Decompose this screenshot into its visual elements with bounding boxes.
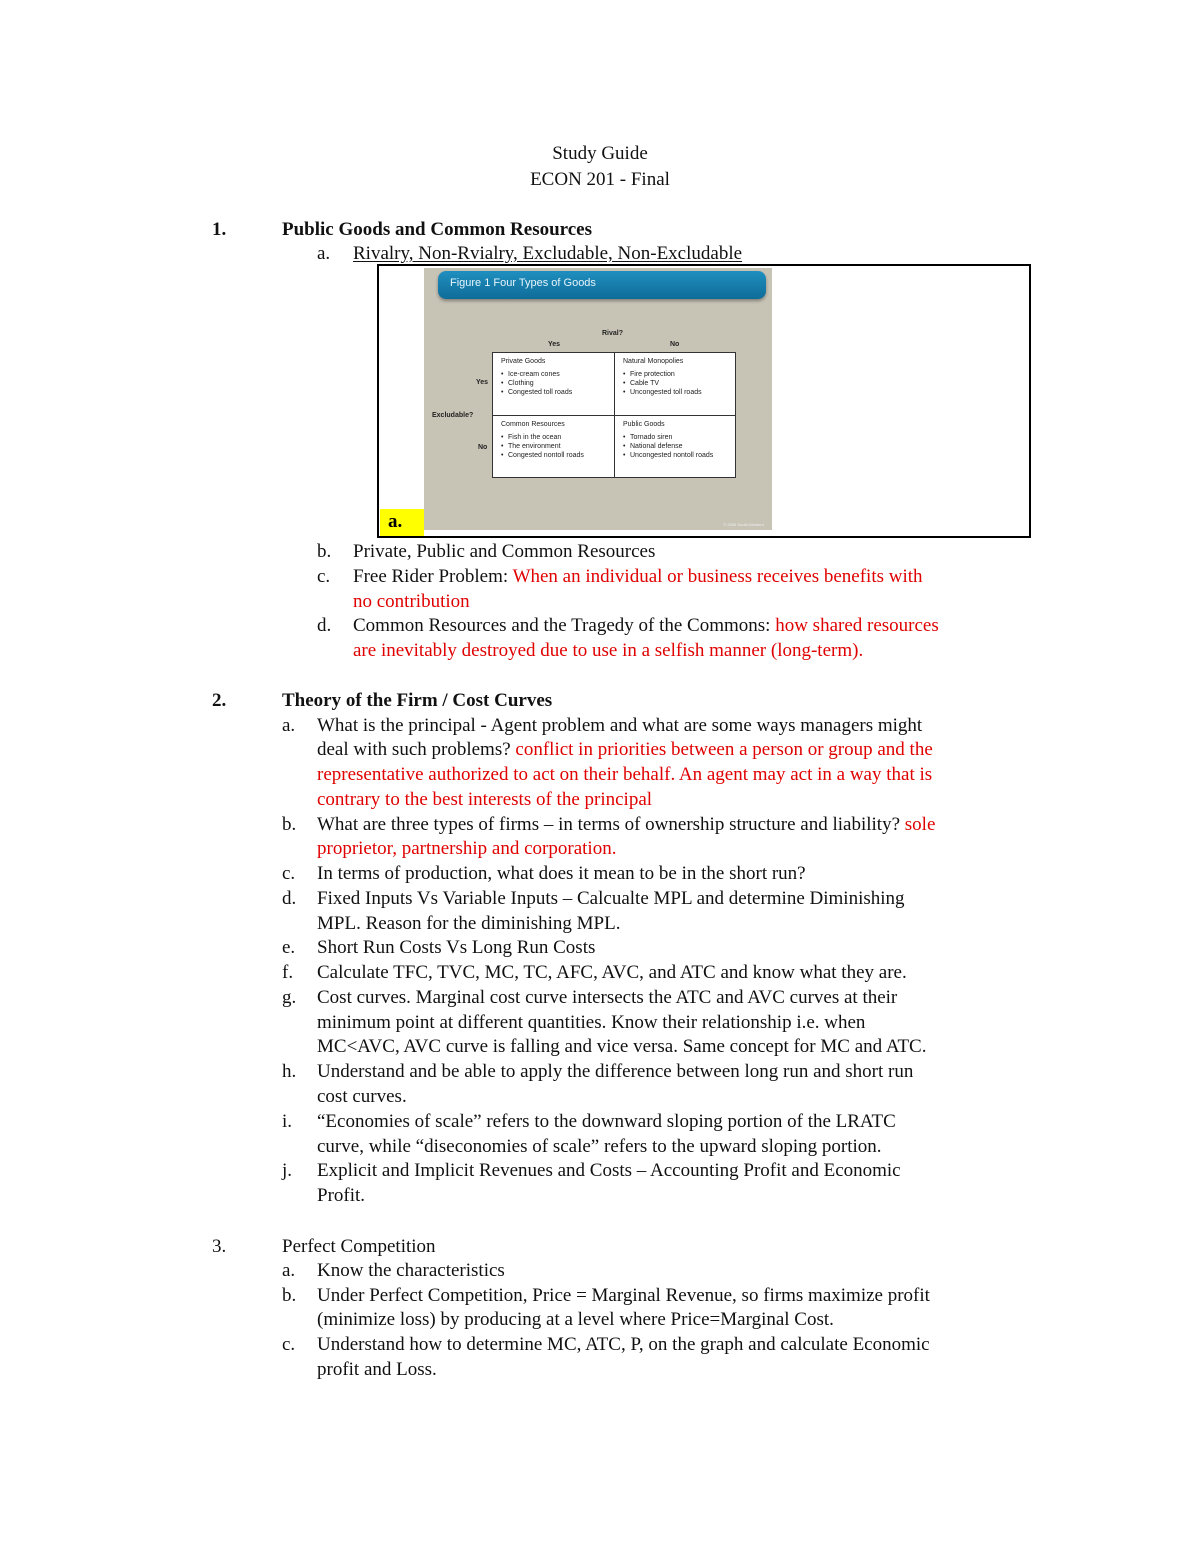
section-1-number: 1. [212,219,227,240]
item-2i-line1: “Economies of scale” refers to the downward sloping portion of the LRATC [317,1111,896,1132]
document-title: Study Guide [552,143,648,164]
item-2f-line1: Calculate TFC, TVC, MC, TC, AFC, AVC, and ATC and know what they are. [317,962,907,983]
item-1c-question: Free Rider Problem: [353,566,509,587]
item-1d-question: Common Resources and the Tragedy of the Commons: [353,615,771,636]
section-1-heading: Public Goods and Common Resources [282,219,593,240]
item-2i-line2: curve, while “diseconomies of scale” refers to the upward sloping portion. [317,1136,882,1157]
item-3b-line2: (minimize loss) by producing at a level where Price=Marginal Cost. [317,1309,834,1330]
item-3a-line1: Know the characteristics [317,1260,505,1281]
item-1b-label: b. [317,541,332,562]
cell-bullet: • Clothing [501,379,572,388]
item-2d-line2: MPL. Reason for the diminishing MPL. [317,913,621,934]
cell-bullet: • Uncongested nontoll roads [623,451,713,460]
item-2e-label: e. [282,937,296,958]
item-2h-line1: Understand and be able to apply the difference between long run and short run [317,1061,914,1082]
item-2j-line2: Profit. [317,1185,366,1206]
section-2-heading: Theory of the Firm / Cost Curves [282,690,553,711]
document-subtitle: ECON 201 - Final [530,169,670,190]
figure-copyright: © 2009 South-Western [723,522,764,527]
item-2a-line2 [317,738,933,763]
item-1c-text [353,565,923,590]
item-1a-text: Rivalry, Non-Rvialry, Excludable, Non-Excludable [353,243,743,264]
item-1b-text: Private, Public and Common Resources [353,541,656,562]
cell-bullet: • Fire protection [623,370,702,379]
cell-bullet: • National defense [623,442,713,451]
excludable-yes-label: Yes [476,379,489,386]
cell-natural-monopolies [623,357,702,397]
item-2a-question-end: deal with such problems? [317,739,511,760]
item-2d-label: d. [282,888,297,909]
item-2d-line1: Fixed Inputs Vs Variable Inputs – Calcualte MPL and determine Diminishing [317,888,905,909]
figure-corner-label [380,509,424,536]
item-2g-label: g. [282,987,297,1008]
excludable-no-label: No [478,444,488,451]
item-2a-answer-line2: representative authorized to act on their behalf. An agent may act in a way that is [317,764,933,785]
figure-banner [438,271,766,299]
goods-matrix [492,352,736,478]
matrix-divider-horizontal [493,415,735,416]
excludable-axis-label: Excludable? [432,412,474,419]
item-2a-label: a. [282,715,296,736]
cell-private-goods [501,357,572,397]
section-3-heading: Perfect Competition [282,1236,436,1257]
item-1d-label: d. [317,615,332,636]
item-1c-answer-line1: When an individual or business receives benefits with [512,566,923,587]
item-2j-line1: Explicit and Implicit Revenues and Costs – Accounting Profit and Economic [317,1160,901,1181]
cell-bullet: • The environment [501,442,584,451]
item-2a-answer-line3: contrary to the best interests of the principal [317,789,653,810]
section-2-number: 2. [212,690,227,711]
cell-title: Common Resources [501,421,565,428]
item-2f-label: f. [282,962,294,983]
item-1c-answer-line2: no contribution [353,591,470,612]
item-2b-answer-line2: proprietor, partnership and corporation. [317,838,617,859]
section-3-number: 3. [212,1236,227,1257]
cell-bullet: • Fish in the ocean [501,433,584,442]
four-types-of-goods-figure [424,268,772,530]
item-2b-answer-start: sole [904,814,936,835]
item-2c-label: c. [282,863,296,884]
cell-bullet: • Congested nontoll roads [501,451,584,460]
cell-bullet: • Congested toll roads [501,388,572,397]
item-1d-answer-line2: are inevitably destroyed due to use in a selfish manner (long-term). [353,640,864,661]
item-3c-line2: profit and Loss. [317,1359,437,1380]
item-2g-line2: minimum point at different quantities. Know their relationship i.e. when [317,1012,866,1033]
rival-axis-label: Rival? [602,330,624,337]
item-2b-question: What are three types of firms – in terms of ownership structure and liability? [317,814,901,835]
item-2i-label: i. [282,1111,293,1132]
item-2a-line1: What is the principal - Agent problem and what are some ways managers might [317,715,923,736]
cell-title: Private Goods [501,358,546,365]
item-2c-line1: In terms of production, what does it mean to be in the short run? [317,863,806,884]
item-3c-line1: Understand how to determine MC, ATC, P, on the graph and calculate Economic [317,1334,930,1355]
cell-common-resources [501,420,584,460]
item-2b-label: b. [282,814,297,835]
cell-bullet: • Uncongested toll roads [623,388,702,397]
figure-title: Figure 1 Four Types of Goods [450,277,596,289]
item-2h-label: h. [282,1061,297,1082]
item-2b-line1 [317,813,935,838]
item-2h-line2: cost curves. [317,1086,407,1107]
item-2a-answer-line1: conflict in priorities between a person or group and the [515,739,933,760]
item-3c-label: c. [282,1334,296,1355]
item-2g-line1: Cost curves. Marginal cost curve intersects the ATC and AVC curves at their [317,987,898,1008]
item-3b-label: b. [282,1285,297,1306]
rival-yes-label: Yes [548,341,561,348]
rival-no-label: No [670,341,680,348]
item-2e-line1: Short Run Costs Vs Long Run Costs [317,937,596,958]
cell-public-goods [623,420,713,460]
cell-bullet: • Ice-cream cones [501,370,572,379]
figure-corner-label-text: a. [388,511,403,532]
item-1a-label: a. [317,243,331,264]
item-1d-text [353,614,939,639]
item-3b-line1: Under Perfect Competition, Price = Marginal Revenue, so firms maximize profit [317,1285,930,1306]
cell-bullet: • Tornado siren [623,433,713,442]
item-3a-label: a. [282,1260,296,1281]
item-2g-line3: MC<AVC, AVC curve is falling and vice versa. Same concept for MC and ATC. [317,1036,927,1057]
cell-bullet: • Cable TV [623,379,702,388]
item-1c-label: c. [317,566,331,587]
cell-title: Natural Monopolies [623,358,684,365]
item-1d-answer-line1: how shared resources [775,615,939,636]
item-2j-label: j. [282,1160,293,1181]
cell-title: Public Goods [623,421,665,428]
